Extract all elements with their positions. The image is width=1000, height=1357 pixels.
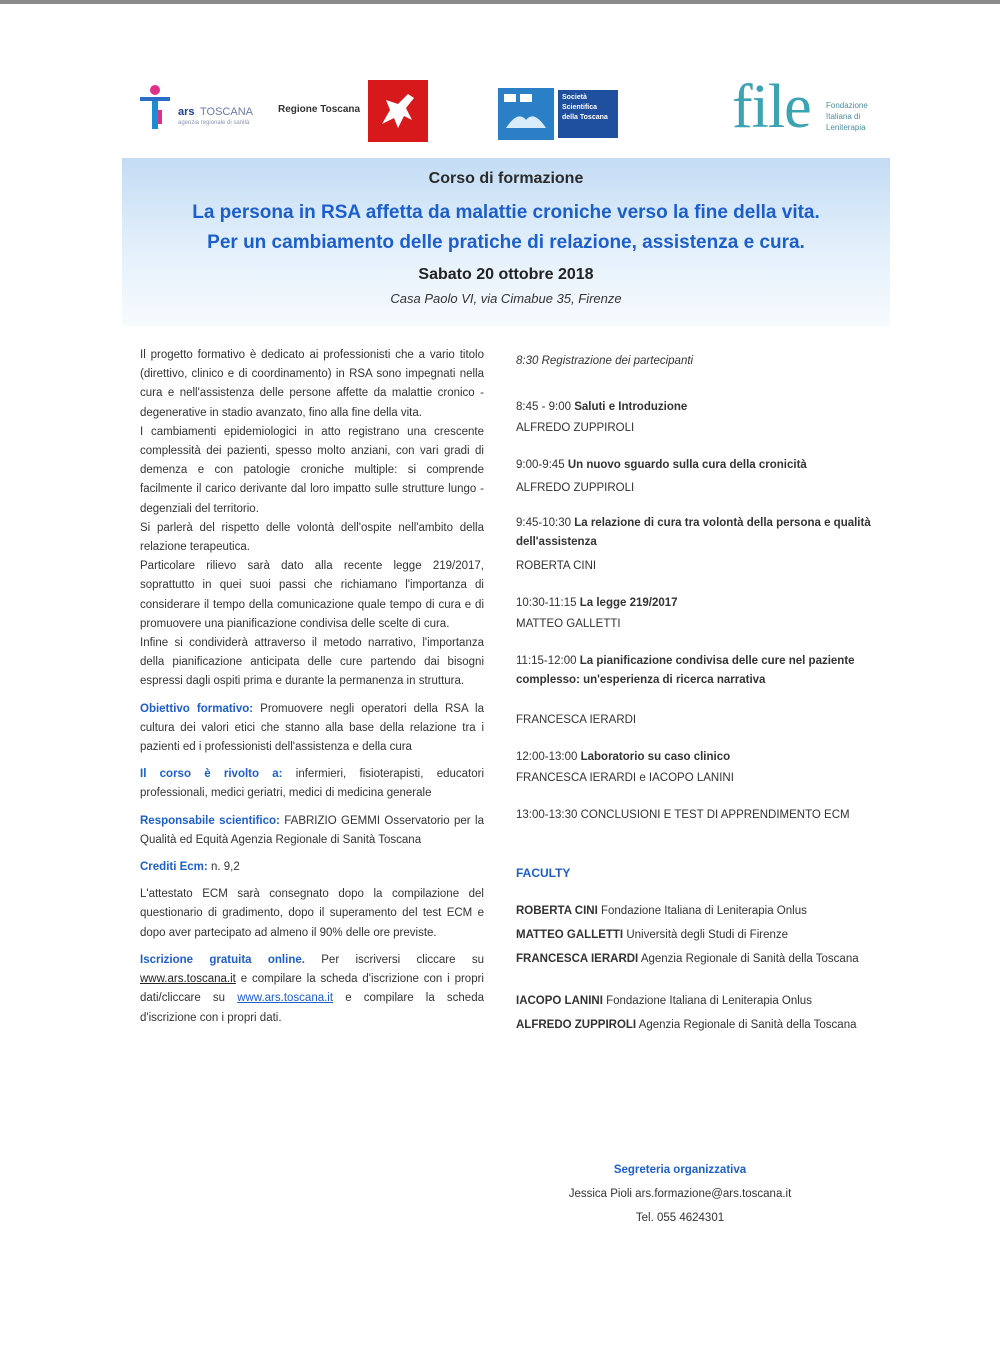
registration-text: e compilare la scheda d'iscrizione con i propri dati/cliccare su	[140, 973, 484, 1005]
regione-toscana-logo	[272, 80, 432, 142]
program-time: 11:15-12:00	[516, 655, 577, 667]
description-column	[140, 346, 484, 1028]
organizing-secretary	[520, 1158, 840, 1230]
program-item	[516, 352, 902, 371]
secretary-contact: Jessica Pioli ars.formazione@ars.toscana.it	[568, 1188, 792, 1200]
sst-logo	[498, 88, 622, 140]
sst-logo-text: Società Scientifica della Toscana	[558, 90, 618, 138]
faculty-org: Agenzia Regionale di Sanità della Toscana	[638, 1019, 857, 1031]
program-speaker: ROBERTA CINI	[516, 560, 597, 572]
program-speaker: FRANCESCA IERARDI e IACOPO LANINI	[516, 772, 734, 784]
program-time: 8:45 - 9:00	[516, 401, 571, 413]
program-title: Laboratorio su caso clinico	[580, 751, 731, 763]
scientific-lead-paragraph	[140, 812, 484, 850]
objective-label: Obiettivo formativo:	[140, 702, 254, 715]
faculty-name: ROBERTA CINI	[516, 905, 598, 917]
program-item	[516, 806, 902, 825]
registration-text: Per iscriversi cliccare su	[304, 953, 484, 966]
audience-text: infermieri, fisioterapisti, educatori professionali, medici geriatri, medici di medicina generale	[140, 768, 484, 800]
program-title: Un nuovo sguardo sulla cura della cronicità	[567, 459, 807, 471]
file-logo-subtitle: Fondazione Italiana di Leniterapia	[826, 101, 868, 132]
program-item	[516, 652, 902, 690]
program-time: 9:00-9:45	[516, 459, 565, 471]
description-paragraph: Particolare rilievo sarà dato alla recente legge 219/2017, soprattutto in quei suoi passi che richiamano l'importanza di considerare il tempo della comunicazione quale tempo di cura e di promuovere una pianificazione condivisa delle scelte di cura.	[140, 560, 484, 630]
faculty-org: Fondazione Italiana di Leniterapia Onlus	[600, 905, 807, 917]
course-header	[122, 158, 890, 326]
program-time: 9:45-10:30	[516, 517, 571, 529]
faculty-member	[516, 950, 902, 969]
credits-label: Crediti Ecm:	[140, 861, 208, 874]
program-item	[516, 594, 902, 613]
program-speaker: ALFREDO ZUPPIROLI	[516, 422, 635, 434]
file-logo	[732, 73, 892, 146]
faculty-heading: FACULTY	[516, 866, 571, 880]
program-speaker: MATTEO GALLETTI	[516, 618, 621, 630]
program-speaker: ALFREDO ZUPPIROLI	[516, 482, 635, 494]
scientific-lead-label: Responsabile scientifico:	[140, 814, 280, 827]
registration-link[interactable]: www.ars.toscana.it	[140, 973, 236, 986]
program-title: La pianificazione condivisa delle cure nel paziente complesso: un'esperienza di ricerca narrativa	[516, 655, 855, 686]
program-item	[516, 456, 902, 475]
faculty-org: Università degli Studi di Firenze	[626, 929, 789, 941]
hands-icon	[498, 88, 554, 140]
regione-toscana-label: Regione Toscana	[278, 104, 361, 115]
audience-paragraph	[140, 765, 484, 803]
description-paragraph: Il progetto formativo è dedicato ai professionisti che a vario titolo (direttivo, clinico e di coordinamento) in RSA sono impegnati nella cura e nell'assistenza delle persone affette da malattie cronico - degenerative in stadio avanzato, fino alla fine della vita.	[140, 349, 484, 419]
description-paragraph: Infine si condividerà attraverso il metodo narrativo, l'importanza della pianificazione anticipata delle cure partendo dai bisogni espressi dagli ospiti prima e durante la permanenza in struttura.	[140, 637, 484, 688]
top-border	[0, 0, 1000, 4]
person-figure-icon	[138, 84, 172, 132]
faculty-name: MATTEO GALLETTI	[516, 929, 624, 941]
program-title: La legge 219/2017	[579, 597, 678, 609]
scientific-lead-text: FABRIZIO GEMMI Osservatorio per la Qualità ed Equità Agenzia Regionale di Sanità Toscana	[140, 814, 484, 846]
description-paragraph: I cambiamenti epidemiologici in atto registrano una crescente complessità dei pazienti, spesso molto anziani, con vari gradi di demenza e con patologie croniche multiple: si comprende facilmente il carico derivante dal loro impatto sulle strutture lungo - degenziali del territorio.	[140, 425, 484, 515]
ars-logo-region: TOSCANA	[200, 106, 253, 118]
faculty-member	[516, 926, 902, 945]
faculty-name: IACOPO LANINI	[516, 995, 603, 1007]
registration-label: Iscrizione gratuita online.	[140, 953, 305, 966]
program-title: CONCLUSIONI E TEST DI APPRENDIMENTO ECM	[580, 809, 850, 821]
objective-text: Promuovere negli operatori della RSA la cultura dei valori etici che stanno alla base della relazione tra i pazienti ed i professionisti dell'assistenza e della cura	[140, 702, 484, 754]
registration-paragraph	[140, 951, 484, 1028]
ars-logo-tagline: agenzia regionale di sanità	[178, 120, 250, 126]
course-date: Sabato 20 ottobre 2018	[418, 266, 594, 283]
course-label: Corso di formazione	[428, 170, 584, 187]
ars-logo-name: ars	[178, 106, 195, 118]
course-title-line2: Per un cambiamento delle pratiche di relazione, assistenza e cura.	[207, 232, 805, 253]
certificate-paragraph: L'attestato ECM sarà consegnato dopo la compilazione del questionario di gradimento, dopo il superamento del test ECM e dopo aver partecipato ad almeno il 90% delle ore previste.	[140, 888, 484, 939]
faculty-member	[516, 1016, 902, 1035]
course-title-line1: La persona in RSA affetta da malattie croniche verso la fine della vita.	[192, 202, 820, 223]
program-title: Registrazione dei partecipanti	[541, 355, 694, 367]
faculty-name: FRANCESCA IERARDI	[516, 953, 639, 965]
program-speaker: FRANCESCA IERARDI	[516, 714, 637, 726]
audience-label: Il corso è rivolto a:	[140, 768, 283, 781]
secretary-phone: Tel. 055 4624301	[635, 1212, 725, 1224]
description-paragraph: Si parlerà del rispetto delle volontà dell'ospite nell'ambito della relazione terapeutica.	[140, 521, 484, 554]
program-time: 13:00-13:30	[516, 809, 578, 821]
program-title: La relazione di cura tra volontà della persona e qualità dell'assistenza	[516, 517, 871, 548]
program-title: Saluti e Introduzione	[574, 401, 688, 413]
faculty-name: ALFREDO ZUPPIROLI	[516, 1019, 637, 1031]
credits-text: n. 9,2	[207, 861, 240, 874]
ars-toscana-logo	[138, 84, 258, 134]
objective-paragraph	[140, 700, 484, 758]
faculty-member	[516, 902, 902, 921]
registration-text: e compilare la scheda d'iscrizione con i propri dati.	[140, 992, 484, 1024]
program-time: 12:00-13:00	[516, 751, 578, 763]
program-time: 10:30-11:15	[516, 597, 577, 609]
program-item	[516, 398, 902, 417]
file-logo-word: file	[732, 73, 811, 141]
faculty-org: Fondazione Italiana di Leniterapia Onlus	[606, 995, 812, 1007]
course-place: Casa Paolo VI, via Cimabue 35, Firenze	[390, 291, 622, 306]
program-item	[516, 514, 902, 552]
program-item	[516, 748, 902, 767]
registration-link[interactable]: www.ars.toscana.it	[237, 992, 334, 1005]
program-time: 8:30	[516, 355, 539, 367]
faculty-member	[516, 992, 902, 1011]
faculty-org: Agenzia Regionale di Sanità della Toscana	[640, 953, 859, 965]
credits-paragraph	[140, 858, 484, 877]
pegasus-flag-icon	[368, 80, 428, 142]
secretary-heading: Segreteria organizzativa	[613, 1164, 747, 1176]
